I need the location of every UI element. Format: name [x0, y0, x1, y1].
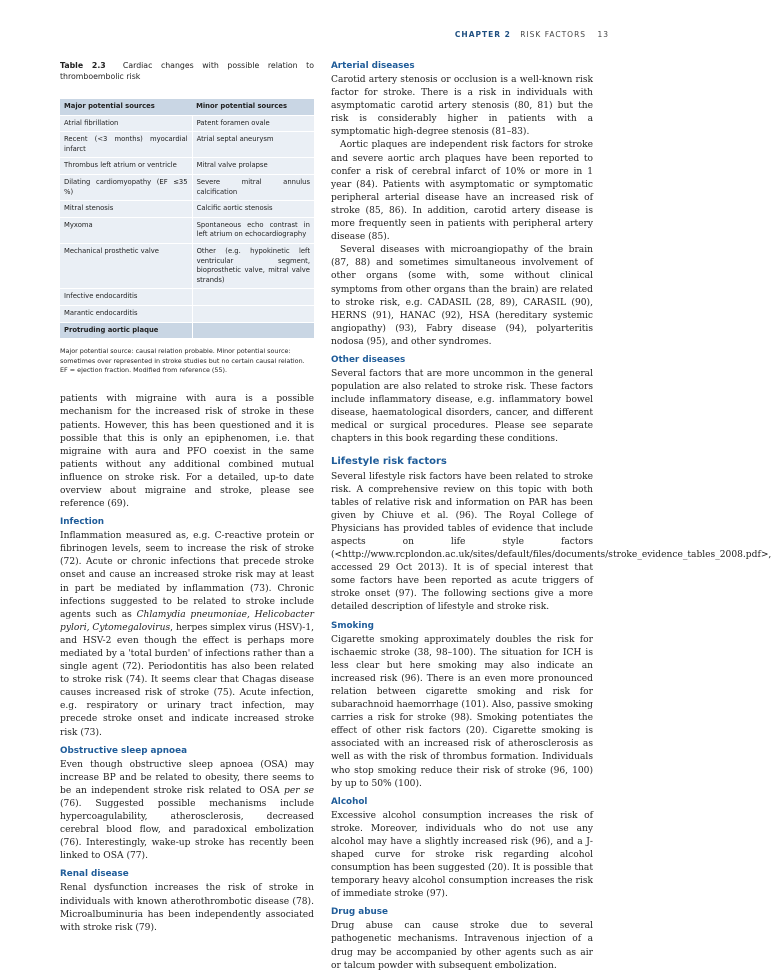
table-row	[60, 174, 314, 200]
table-cell-major: Infective endocarditis	[60, 289, 192, 306]
table-cell-major: Protruding aortic plaque	[60, 322, 192, 339]
table-footnote: Major potential source: causal relation probable. Minor potential source: sometimes over represented in stroke studies but no certain causal relation. EF = ejection fraction. Modified from reference (55).	[60, 347, 305, 374]
paragraph-lifestyle: Several lifestyle risk factors have been related to stroke risk. A comprehensive review on this topic with both tables of relative risk and information on PAR has been given by Chiuve et al. (96). The Royal College of Physicians has provided tables of evidence that include aspects on life style factors (<http://www.rcplondon.ac.uk/sites/default/files/documents/stroke_evidence_tables_2008.pdf>, accessed 29 Oct 2013). It is of special interest that some factors have been reported as acute triggers of stroke onset (97). The following sections give a more detailed description of lifestyle and stroke risk.	[331, 471, 771, 613]
table-cell-major: Thrombus left atrium or ventricle	[60, 158, 192, 175]
table-cell-major: Dilating cardiomyopathy (EF ≤35 %)	[60, 174, 192, 200]
heading-other-diseases: Other diseases	[331, 354, 406, 365]
table-cell-major: Mechanical prosthetic valve	[60, 243, 192, 288]
infection-text-2: , herpes simplex virus (HSV)-1, and HSV-2 even though the effect is perhaps more mediated by a 'total burden' of infections rather than a single agent (72). Periodontitis has also been related to stroke risk (74). It seems clear that Chagas disease causes increased risk of stroke (75). Acute infection, e.g. respiratory or urinary tract infection, may precede stroke onset and indicate increased stroke risk (73).	[60, 622, 314, 738]
table-row	[60, 217, 314, 243]
table-header-row	[60, 99, 314, 115]
paragraph-other-diseases: Several factors that are more uncommon in the general population are also related to stroke risk. These factors include inflammatory disease, e.g. inflammatory bowel disease, haematological disorders, cancer, and different medical or surgical procedures. Please see separate chapters in this book regarding these conditions.	[331, 368, 593, 445]
page-number: 13	[597, 30, 609, 39]
table-title: Cardiac changes with possible relation to thromboembolic risk	[60, 61, 314, 81]
osa-text-1: Even though obstructive sleep apnoea (OSA) may increase BP and be related to obesity, there seems to be an independent stroke risk related to OSA	[60, 759, 314, 796]
table-caption	[60, 60, 314, 82]
table-cell-major: Mitral stenosis	[60, 201, 192, 218]
heading-smoking: Smoking	[331, 620, 374, 631]
table-cell-minor	[192, 305, 314, 322]
heading-sleep-apnoea: Obstructive sleep apnoea	[60, 745, 188, 756]
paragraph-drug-abuse: Drug abuse can cause stroke due to several pathogenetic mechanisms. Intravenous injection of a drug may be accompanied by other agents such as air or talcum powder with subsequent embolization.	[331, 921, 593, 971]
paragraph-renal: Renal dysfunction increases the risk of stroke in individuals with known atherothrombotic disease (78). Microalbuminuria has been independently associated with stroke risk (79).	[60, 883, 314, 933]
table-row	[60, 158, 314, 175]
osa-text-2: (76). Suggested possible mechanisms include hypercoagulability, atherosclerosis, decreased cerebral blood flow, and paradoxical embolization (76). Interestingly, wake-up stroke has recently been linked to OSA (77).	[60, 798, 314, 862]
paragraph-infection	[60, 530, 314, 740]
table-cell-minor: Other (e.g. hypokinetic left ventricular segment, bioprosthetic valve, mitral valve strands)	[192, 243, 314, 288]
table-label: Table 2.3	[60, 61, 106, 70]
heading-drug-abuse: Drug abuse	[331, 907, 388, 918]
table-cell-minor	[192, 289, 314, 306]
paragraph-smoking: Cigarette smoking approximately doubles the risk for ischaemic stroke (38, 98–100). The situation for ICH is less clear but here smoking may also indicate an increased risk (96). There is an even more pronounced relation between cigarette smoking and risk for subarachnoid haemorrhage (101). Also, passive smoking carries a risk for stroke (98). Smoking potentiates the effect of other risk factors (20). Cigarette smoking is associated with an increased risk of atherosclerosis as well as with the risk of thrombus formation. Individuals who stop smoking reduce their risk of stroke (96, 100) by up to 50% (100).	[331, 634, 593, 789]
running-header	[455, 30, 609, 39]
table-row	[60, 322, 314, 339]
heading-alcohol: Alcohol	[331, 796, 368, 807]
table-cell-minor	[192, 322, 314, 339]
paragraph-arterial-1: Carotid artery stenosis or occlusion is a well-known risk factor for stroke. There is a risk in individuals with asymptomatic carotid artery stenosis (80, 81) but the risk is considerably higher in patients with a symptomatic high-degree stenosis (81–83).	[331, 75, 593, 138]
table-cell-major: Myxoma	[60, 217, 192, 243]
table-cell-minor: Spontaneous echo contrast in left atrium on echocardiography	[192, 217, 314, 243]
table-cell-major: Atrial fibrillation	[60, 115, 192, 132]
table-row	[60, 201, 314, 218]
osa-per-se: per se	[284, 785, 314, 796]
chapter-label: CHAPTER 2	[454, 30, 511, 39]
table-row	[60, 132, 314, 158]
paragraph-arterial-2: Aortic plaques are independent risk factors for stroke and severe aortic arch plaques have been reported to confer a risk of cerebral infarct of 10% or more in 1 year (84). Patients with asymptomatic or symptomatic peripheral arterial disease have an increased risk of stroke (85, 86). In addition, carotid artery disease is more frequently seen in patients with peripheral artery disease (85).	[331, 140, 593, 243]
left-column	[60, 60, 314, 935]
infection-text-1: Inflammation measured as, e.g. C-reactive protein or fibrinogen levels, seem to increase the risk of stroke (72). Acute or chronic infections that precede stroke onset and cause an increased stroke risk may at least in part be mediated by inflammation (73). Chronic infections suggested to be related to stroke include agents such as	[60, 531, 314, 620]
heading-renal: Renal disease	[60, 869, 129, 880]
section-label: RISK FACTORS	[520, 30, 587, 39]
right-column	[331, 60, 771, 973]
infection-pathogens: Chlamydia pneumoniae, Helicobacter pylori, Cytomegalovirus	[60, 609, 314, 633]
paragraph-arterial-3: Several diseases with microangiopathy of the brain (87, 88) and sometimes simultaneous involvement of other organs (some with, some without clinical symptoms from other organs than the brain) are related to stroke risk, e.g. CADASIL (28, 89), CARASIL (90), HERNS (91), HANAC (92), HSA (hereditary systemic angiopathy) (93), Fabry disease (94), polyarteritis nodosa (95), and other syndromes.	[331, 245, 593, 347]
table-row	[60, 289, 314, 306]
paragraph-migraine: patients with migraine with aura is a possible mechanism for the increased risk of stroke in these patients. However, this has been questioned and it is possible that this is only an epiphenomen, i.e. that migraine with aura and PFO coexist in the same patients without any additional combined mutual influence on stroke risk. For a detailed, up-to date overview about migraine and stroke, please see reference (69).	[60, 394, 314, 510]
table-row	[60, 115, 314, 132]
table-cell-minor: Calcific aortic stenosis	[192, 201, 314, 218]
heading-lifestyle: Lifestyle risk factors	[331, 455, 447, 467]
table-cell-minor: Mitral valve prolapse	[192, 158, 314, 175]
table-cell-minor: Severe mitral annulus calcification	[192, 174, 314, 200]
table-cell-major: Recent (<3 months) myocardial infarct	[60, 132, 192, 158]
cardiac-table	[60, 99, 314, 339]
paragraph-alcohol: Excessive alcohol consumption increases the risk of stroke. Moreover, individuals who do not use any alcohol may have a slightly increased risk (96), and a J-shaped curve for stroke risk regarding alcohol consumption has been suggested (20). It is possible that temporary heavy alcohol consumption increases the risk of immediate stroke (97).	[331, 810, 593, 900]
heading-arterial: Arterial diseases	[331, 61, 415, 71]
table-cell-minor: Patent foramen ovale	[192, 115, 314, 132]
table-header-major: Major potential sources	[60, 99, 192, 115]
table-header-minor: Minor potential sources	[192, 99, 314, 115]
table-cell-major: Marantic endocarditis	[60, 305, 192, 322]
table-cell-minor: Atrial septal aneurysm	[192, 132, 314, 158]
table-row	[60, 305, 314, 322]
table-row	[60, 243, 314, 288]
heading-infection: Infection	[60, 517, 105, 528]
paragraph-sleep-apnoea	[60, 759, 314, 864]
